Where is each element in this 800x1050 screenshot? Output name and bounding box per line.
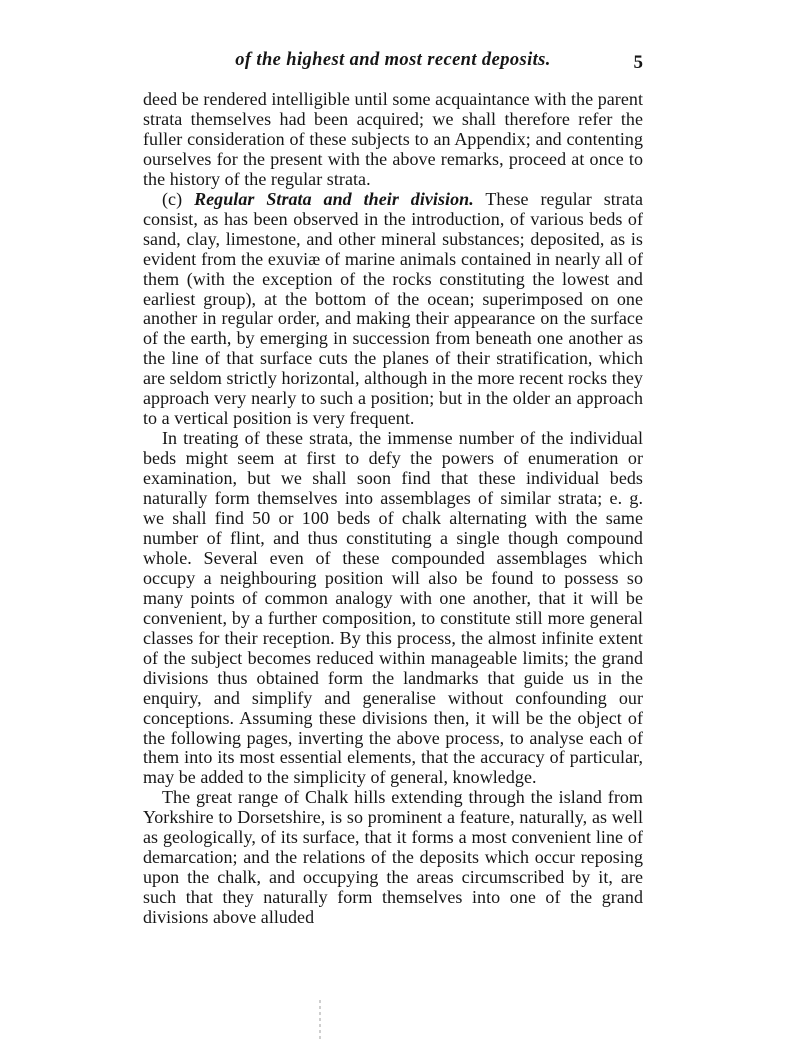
paragraph-regular-strata [143, 190, 643, 429]
page-fold-mark [319, 1000, 321, 1040]
paragraph-text: These regular strata consist, as has been observed in the introduction, of various beds of sand, clay, limestone, and other mineral substances; deposited, as is evident from the exuviæ of marine animals contained in nearly all of them (with the exception of the rocks constituting the lowest and earliest group), at the bottom of the ocean; superimposed on one another in regular order, and making their appearance on the surface of the earth, by emerging in succession from beneath one another as the line of that surface cuts the planes of their stratification, which are seldom strictly horizontal, although in the more recent rocks they approach very nearly to such a position; but in the older an approach to a vertical position is very frequent. [143, 188, 643, 429]
section-label: (c) [162, 188, 183, 209]
running-header [143, 50, 643, 80]
running-title: of the highest and most recent deposits. [235, 50, 551, 70]
paragraph-treating-strata: In treating of these strata, the immense number of the individual beds might seem at first to defy the powers of enumeration or examination, but we shall soon find that these individual beds naturally form themselves into assemblages of similar strata; e. g. we shall find 50 or 100 beds of chalk alternating with the same number of flint, and thus constituting a single though compound whole. Several even of these compounded assemblages which occupy a neighbouring position will also be found to possess so many points of common analogy with one another, that it will be convenient, by a further composition, to constitute still more general classes for their reception. By this process, the almost infinite extent of the subject becomes reduced within manageable limits; the grand divisions thus obtained form the landmarks that guide us in the enquiry, and simplify and generalise without confounding our conceptions. Assuming these divisions then, it will be the object of the following pages, inverting the above process, to analyse each of them into its most essential elements, that the accuracy of particular, may be added to the simplicity of general, knowledge. [143, 428, 643, 788]
body-text [143, 90, 643, 928]
paragraph-continuation: deed be rendered intelligible until some acquaintance with the parent strata themselves had been acquired; we shall therefore refer the fuller consideration of these subjects to an Appendix; and contenting ourselves for the present with the above remarks, proceed at once to the history of the regular strata. [143, 89, 643, 189]
section-heading: Regular Strata and their division. [194, 188, 474, 209]
paragraph-chalk-hills: The great range of Chalk hills extending through the island from Yorkshire to Dorsetshire, is so prominent a feature, naturally, as well as geologically, of its surface, that it forms a most convenient line of demarcation; and the relations of the deposits which occur reposing upon the chalk, and occupying the areas circumscribed by it, are such that they naturally form themselves into one of the grand divisions above alluded [143, 787, 643, 928]
page-number: 5 [633, 52, 643, 73]
